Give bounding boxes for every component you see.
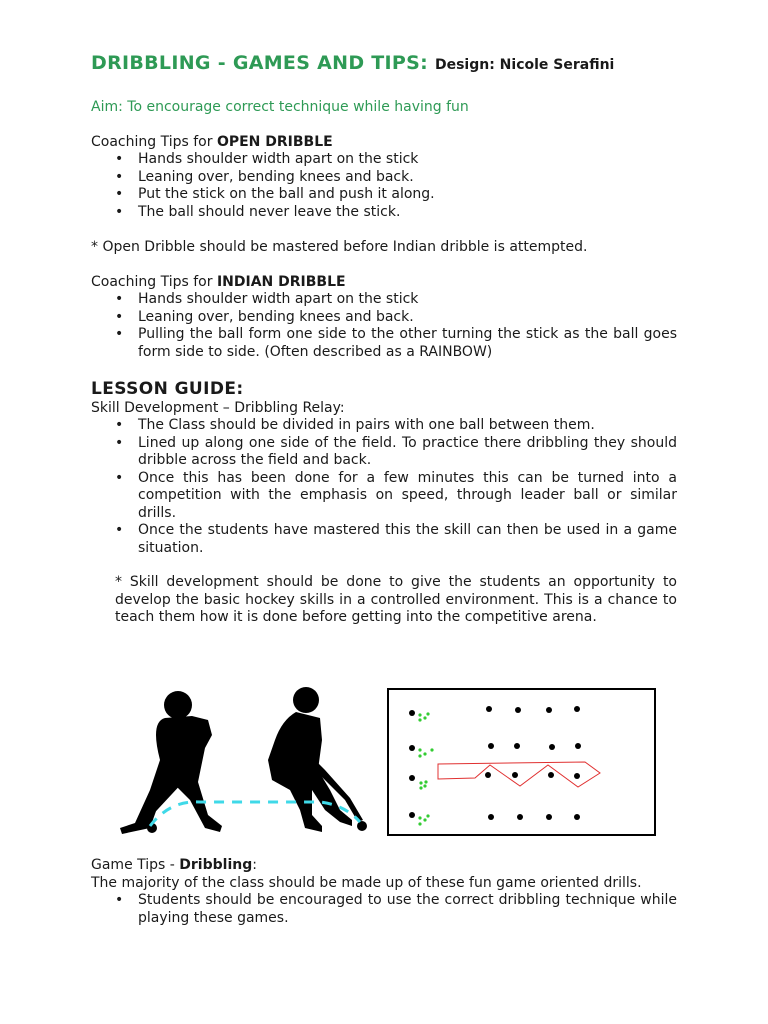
- item-text: Once the students have mastered this the skill can then be used in a game situation.: [138, 522, 677, 556]
- player-right-silhouette: [268, 687, 367, 832]
- heading-intro: Game Tips -: [91, 857, 180, 873]
- list-item: [91, 417, 677, 435]
- game-tips-list: [91, 892, 677, 927]
- item-text: Lined up along one side of the field. To practice there dribbling they should dribble across the field and back.: [138, 434, 677, 468]
- item-text: Hands shoulder width apart on the stick: [138, 291, 419, 307]
- lesson-guide-heading: LESSON GUIDE:: [91, 379, 244, 399]
- list-item: [91, 892, 677, 927]
- open-dribble-note: * Open Dribble should be mastered before Indian dribble is attempted.: [91, 239, 588, 255]
- item-text: The ball should never leave the stick.: [138, 203, 401, 220]
- list-item: [91, 522, 677, 557]
- heading-bold: Dribbling: [179, 857, 253, 873]
- item-text: Students should be encouraged to use the correct dribbling technique while playing these games.: [138, 892, 677, 926]
- design-credit: Design: Nicole Serafini: [434, 57, 615, 73]
- aim-text: Aim: To encourage correct technique while having fun: [91, 99, 469, 115]
- item-text: Put the stick on the ball and push it along.: [138, 186, 435, 202]
- indian-dribble-list: [91, 291, 677, 361]
- game-tips-section: [91, 856, 677, 927]
- player-left-silhouette: [120, 691, 222, 834]
- player-groups: [418, 712, 433, 825]
- title-text: DRIBBLING - GAMES AND TIPS:: [91, 52, 429, 74]
- item-text: Leaning over, bending knees and back.: [138, 168, 414, 185]
- zigzag-route: [438, 762, 600, 787]
- bullet-icon: •: [115, 892, 124, 908]
- list-item: [91, 470, 677, 523]
- list-item: [91, 326, 677, 361]
- open-dribble-heading: [91, 133, 677, 151]
- heading-suffix: :: [252, 857, 257, 873]
- game-tips-paragraph: The majority of the class should be made up of these fun game oriented drills.: [91, 875, 642, 891]
- lesson-list: [91, 417, 677, 557]
- bullet-icon: •: [115, 291, 124, 307]
- heading-intro: Coaching Tips for: [91, 134, 217, 150]
- list-item: [91, 151, 677, 169]
- bullet-icon: •: [115, 326, 124, 342]
- document-page: [91, 50, 677, 627]
- bullet-icon: •: [115, 522, 124, 538]
- open-dribble-list: [91, 151, 677, 221]
- item-text: The Class should be divided in pairs with one ball between them.: [138, 417, 595, 433]
- bullet-icon: •: [115, 168, 124, 185]
- field-boundary: [388, 689, 655, 835]
- bullet-icon: •: [115, 203, 124, 220]
- list-item: [91, 186, 677, 204]
- heading-intro: Coaching Tips for: [91, 274, 217, 290]
- game-tips-heading: [91, 856, 677, 874]
- item-text: Once this has been done for a few minutes this can be turned into a competition with the emphasis on speed, through leader ball or similar drills.: [138, 469, 677, 521]
- heading-bold: INDIAN DRIBBLE: [216, 274, 346, 290]
- list-item: [91, 435, 677, 470]
- cone-markers: [485, 706, 581, 820]
- item-text: Pulling the ball form one side to the other turning the stick as the ball goes form side to side. (Often described as a RAINBOW): [138, 326, 677, 360]
- bullet-icon: •: [115, 151, 124, 167]
- heading-bold: OPEN DRIBBLE: [216, 134, 333, 150]
- list-item: [91, 309, 677, 327]
- bullet-icon: •: [115, 186, 124, 202]
- bullet-icon: •: [115, 417, 124, 433]
- skill-development-note: * Skill development should be done to give the students an opportunity to develop the basic hockey skills in a controlled environment. This is a chance to teach them how it is done before getting into the competitive arena.: [115, 574, 677, 625]
- bullet-icon: •: [115, 308, 124, 325]
- dribble-path-line: [150, 802, 360, 826]
- item-text: Hands shoulder width apart on the stick: [138, 151, 419, 167]
- lesson-subheading: Skill Development – Dribbling Relay:: [91, 400, 345, 416]
- document-title: [91, 50, 677, 78]
- bullet-icon: •: [115, 469, 124, 486]
- bullet-icon: •: [115, 434, 124, 451]
- list-item: [91, 169, 677, 187]
- list-item: [91, 291, 677, 309]
- list-item: [91, 204, 677, 222]
- start-markers: [409, 710, 415, 818]
- indian-dribble-heading: [91, 273, 677, 291]
- item-text: Leaning over, bending knees and back.: [138, 308, 414, 325]
